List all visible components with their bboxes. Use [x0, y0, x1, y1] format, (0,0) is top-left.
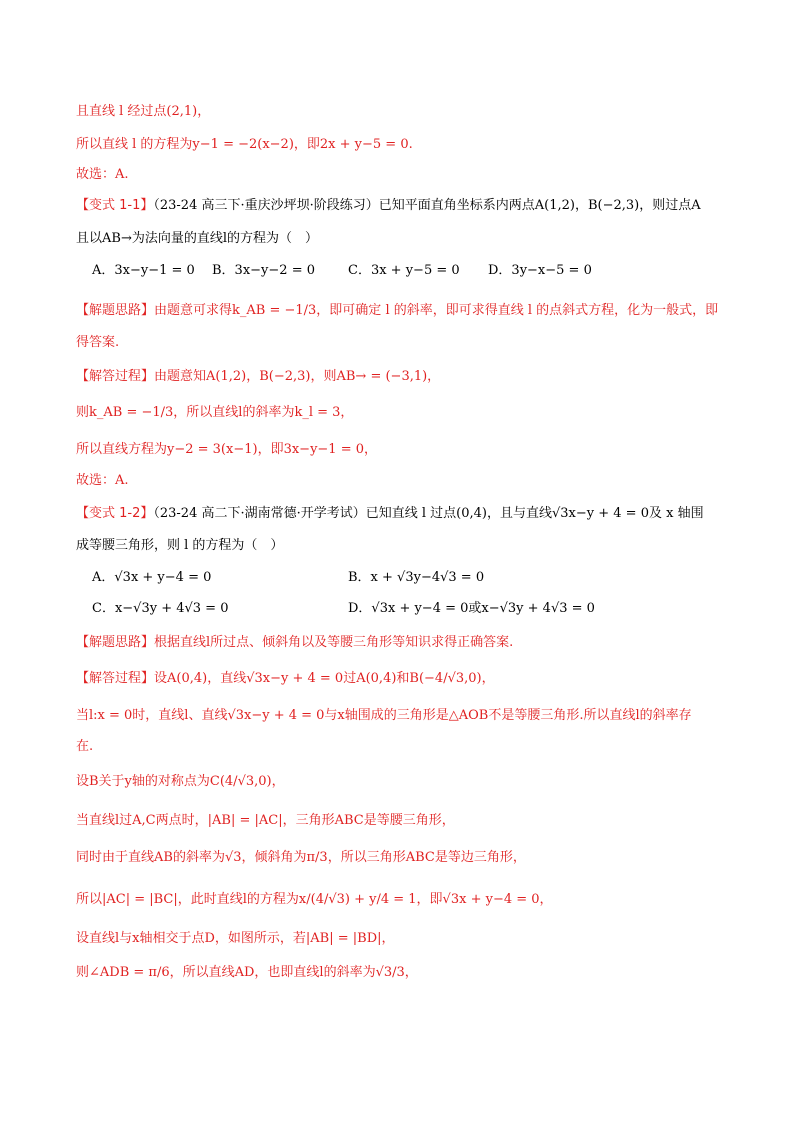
option-b: B．x + √3y−4√3 = 0: [348, 570, 485, 585]
solution-line: 设直线l与x轴相交于点D，如图所示，若|AB| = |BD|，: [76, 931, 395, 946]
idea-line: 得答案.: [76, 335, 120, 350]
idea-line: [76, 634, 513, 652]
option-c: C．x−√3y + 4√3 = 0: [92, 601, 229, 616]
question-line: 且以AB→为法向量的直线l的方程为（ ）: [76, 231, 318, 246]
solution-line: 则∠ADB = π/6，所以直线AD，也即直线l的斜率为√3/3，: [76, 965, 418, 980]
variant-tag: 【变式 1-2】: [76, 506, 154, 521]
solution-line: 当l:x = 0时，直线l、直线√3x−y + 4 = 0与x轴围成的三角形是△AOB不是等腰三角形.所以直线l的斜率存: [76, 708, 692, 723]
solution-tag: 【解答过程】: [76, 369, 155, 384]
option-a: A．√3x + y−4 = 0: [92, 570, 212, 585]
solution-line: 同时由于直线AB的斜率为√3，倾斜角为π/3，所以三角形ABC是等边三角形，: [76, 850, 526, 865]
solution-text: 设A(0,4)，直线√3x−y + 4 = 0过A(0,4)和B(−4/√3,0)，: [154, 671, 495, 686]
solution-line: 在.: [76, 739, 94, 754]
solution-text: 由题意知A(1,2)，B(−2,3)，则AB→ = (−3,1)，: [154, 369, 441, 384]
question-line: 成等腰三角形，则 l 的方程为（ ）: [76, 538, 284, 553]
text-line: 所以直线 l 的方程为y−1 = −2(x−2)，即2x + y−5 = 0.: [76, 137, 413, 152]
question-line: [76, 197, 701, 215]
option-b: B．3x−y−2 = 0: [212, 263, 315, 278]
solution-line: 所以|AC| = |BC|，此时直线l的方程为x/(4/√3) + y/4 = 1，即√3x + y−4 = 0，: [76, 892, 553, 907]
option-c: C．3x + y−5 = 0: [348, 263, 460, 278]
text-line: 故选：A.: [76, 167, 129, 182]
solution-tag: 【解答过程】: [76, 671, 155, 686]
question-text: （23-24 高三下·重庆沙坪坝·阶段练习）已知平面直角坐标系内两点A(1,2)，B(−2,3)，则过点A: [153, 198, 701, 213]
solution-line: [76, 368, 440, 386]
solution-line: 当直线l过A,C两点时，|AB| = |AC|，三角形ABC是等腰三角形，: [76, 813, 455, 828]
idea-line: [76, 302, 718, 320]
solution-line: 故选：A.: [76, 473, 129, 488]
solution-line: 则k_AB = −1/3，所以直线l的斜率为k_l = 3，: [76, 405, 354, 420]
idea-text: 由题意可求得k_AB = −1/3，即可确定 l 的斜率，即可求得直线 l 的点斜式方程，化为一般式，即: [154, 303, 719, 318]
idea-text: 根据直线l所过点、倾斜角以及等腰三角形等知识求得正确答案.: [154, 635, 514, 650]
solution-line: 设B关于y轴的对称点为C(4/√3,0)，: [76, 774, 285, 789]
option-d: D．3y−x−5 = 0: [488, 263, 592, 278]
question-line: [76, 505, 704, 523]
option-a: A．3x−y−1 = 0: [92, 263, 195, 278]
solution-line: [76, 670, 495, 688]
text-line: 且直线 l 经过点(2,1)，: [76, 104, 211, 119]
question-text: （23-24 高二下·湖南常德·开学考试）已知直线 l 过点(0,4)，且与直线√3x−y + 4 = 0及 x 轴围: [153, 506, 704, 521]
option-d: D．√3x + y−4 = 0或x−√3y + 4√3 = 0: [348, 601, 595, 616]
variant-tag: 【变式 1-1】: [76, 198, 154, 213]
solution-line: 所以直线方程为y−2 = 3(x−1)，即3x−y−1 = 0，: [76, 442, 378, 457]
idea-tag: 【解题思路】: [76, 303, 155, 318]
idea-tag: 【解题思路】: [76, 635, 155, 650]
